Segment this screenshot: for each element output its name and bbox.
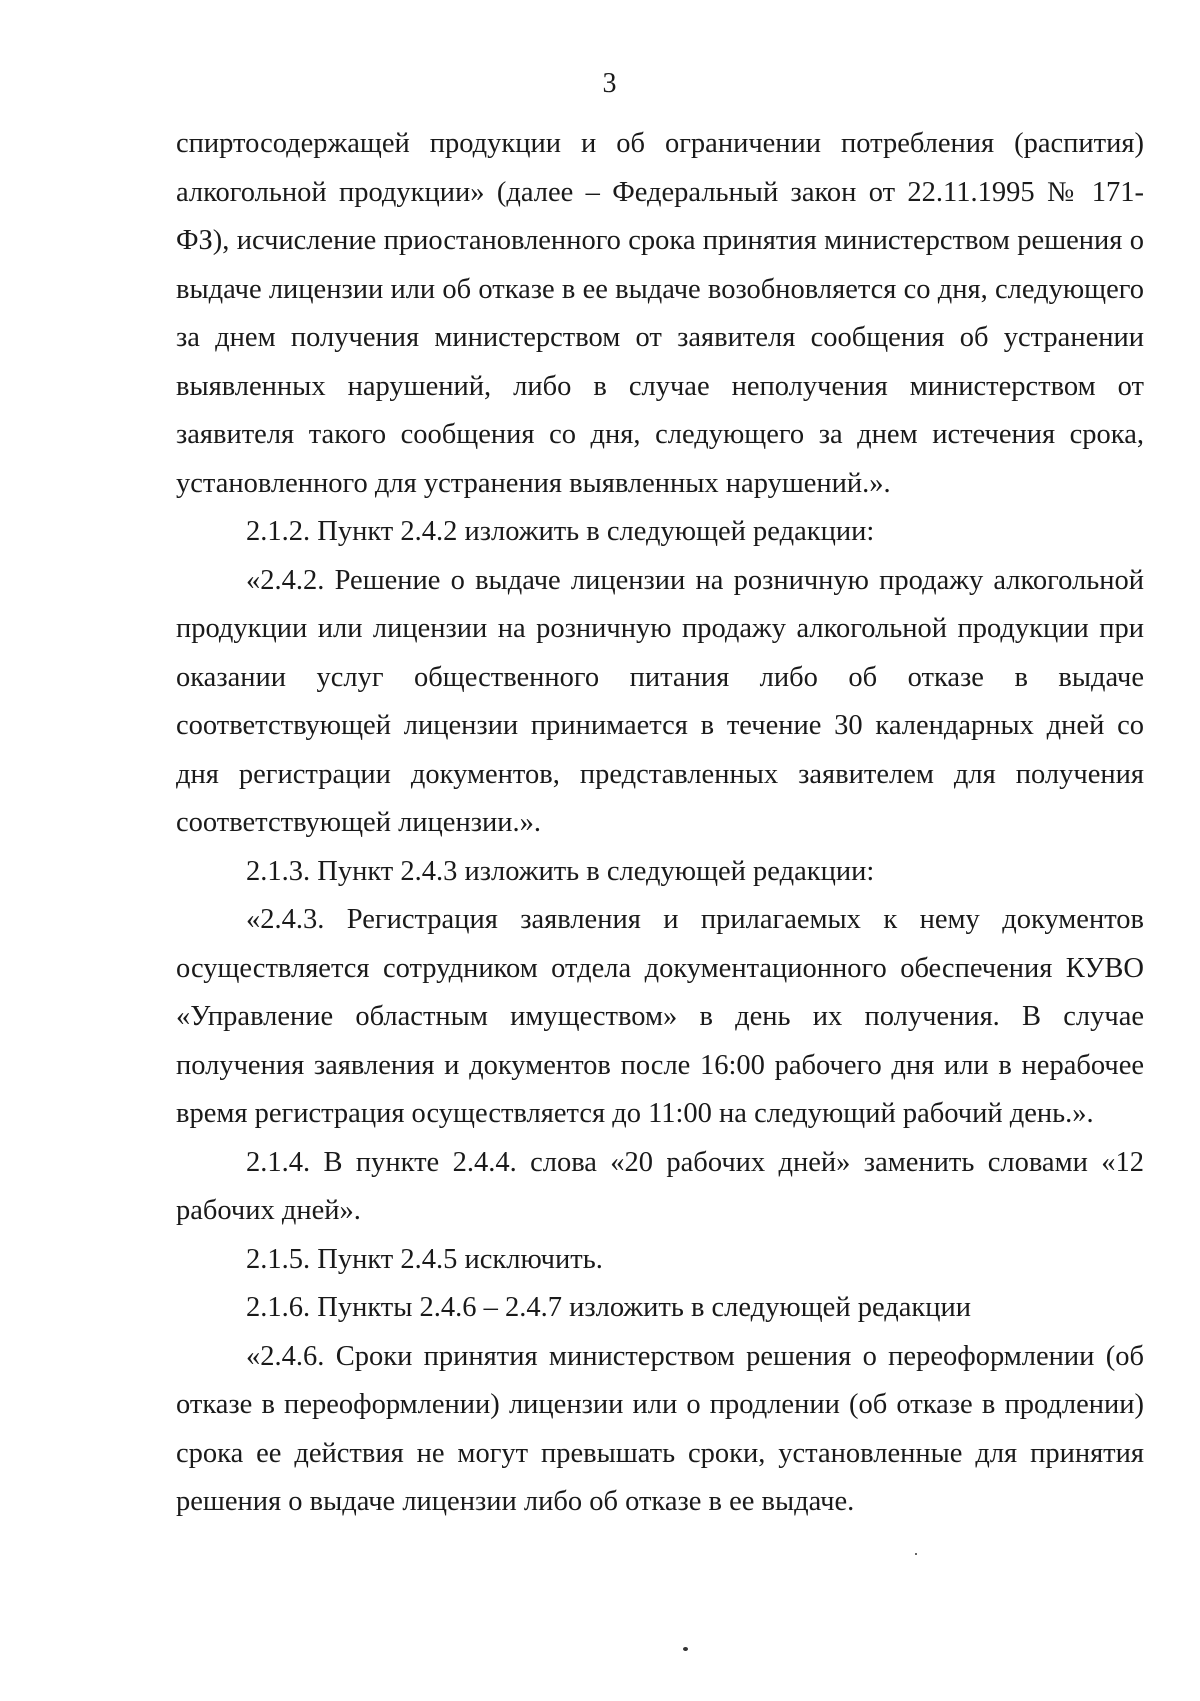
paragraph-2-1-5: 2.1.5. Пункт 2.4.5 исключить. [246, 1243, 603, 1275]
paragraph-2-4-2-text: «2.4.2. Решение о выдаче лицензии на розничную продажу алкогольной продукции или лицензии на розничную продажу алкогольной продукции при оказании услуг общественного питания либо об отказе в выдаче соответствующей лицензии принимается в течение 30 календарных дней со дня регистрации документов, представленных заявителем для получения соответствующей лицензии.». [176, 564, 1144, 838]
document-body [176, 120, 1144, 1527]
scan-speck [683, 1647, 688, 1651]
page-number: 3 [602, 68, 617, 99]
paragraph-2-4-6-text: «2.4.6. Сроки принятия министерством решения о переоформлении (об отказе в переоформлении) лицензии или о продлении (об отказе в продлении) срока ее действия не могут превышать сроки, установленные для принятия решения о выдаче лицензии либо об отказе в ее выдаче. [176, 1340, 1144, 1517]
scan-speck [915, 1553, 917, 1555]
paragraph-2-1-4: 2.1.4. В пункте 2.4.4. слова «20 рабочих дней» заменить словами «12 рабочих дней». [176, 1146, 1144, 1226]
paragraph-2-4-3-text: «2.4.3. Регистрация заявления и прилагаемых к нему документов осуществляется сотрудником отдела документационного обеспечения КУВО «Управление областным имуществом» в день их получения. В случае получения заявления и документов после 16:00 рабочего дня или в нерабочее время регистрация осуществляется до 11:00 на следующий рабочий день.». [176, 904, 1144, 1129]
paragraph-2-1-2: 2.1.2. Пункт 2.4.2 изложить в следующей редакции: [246, 516, 875, 547]
paragraph-2-1-3: 2.1.3. Пункт 2.4.3 изложить в следующей редакции: [246, 855, 875, 887]
paragraph-2-1-6: 2.1.6. Пункты 2.4.6 – 2.4.7 изложить в следующей редакции [246, 1292, 971, 1323]
paragraph-continuation: спиртосодержащей продукции и об ограничении потребления (распития) алкогольной продукции» (далее – Федеральный закон от 22.11.1995 № 171-ФЗ), исчисление приостановленного срока принятия министерством решения о выдаче лицензии или об отказе в ее выдаче возобновляется со дня, следующего за днем получения министерством от заявителя сообщения об устранении выявленных нарушений, либо в случае неполучения министерством от заявителя такого сообщения со дня, следующего за днем истечения срока, установленного для устранения выявленных нарушений.». [176, 128, 1144, 499]
